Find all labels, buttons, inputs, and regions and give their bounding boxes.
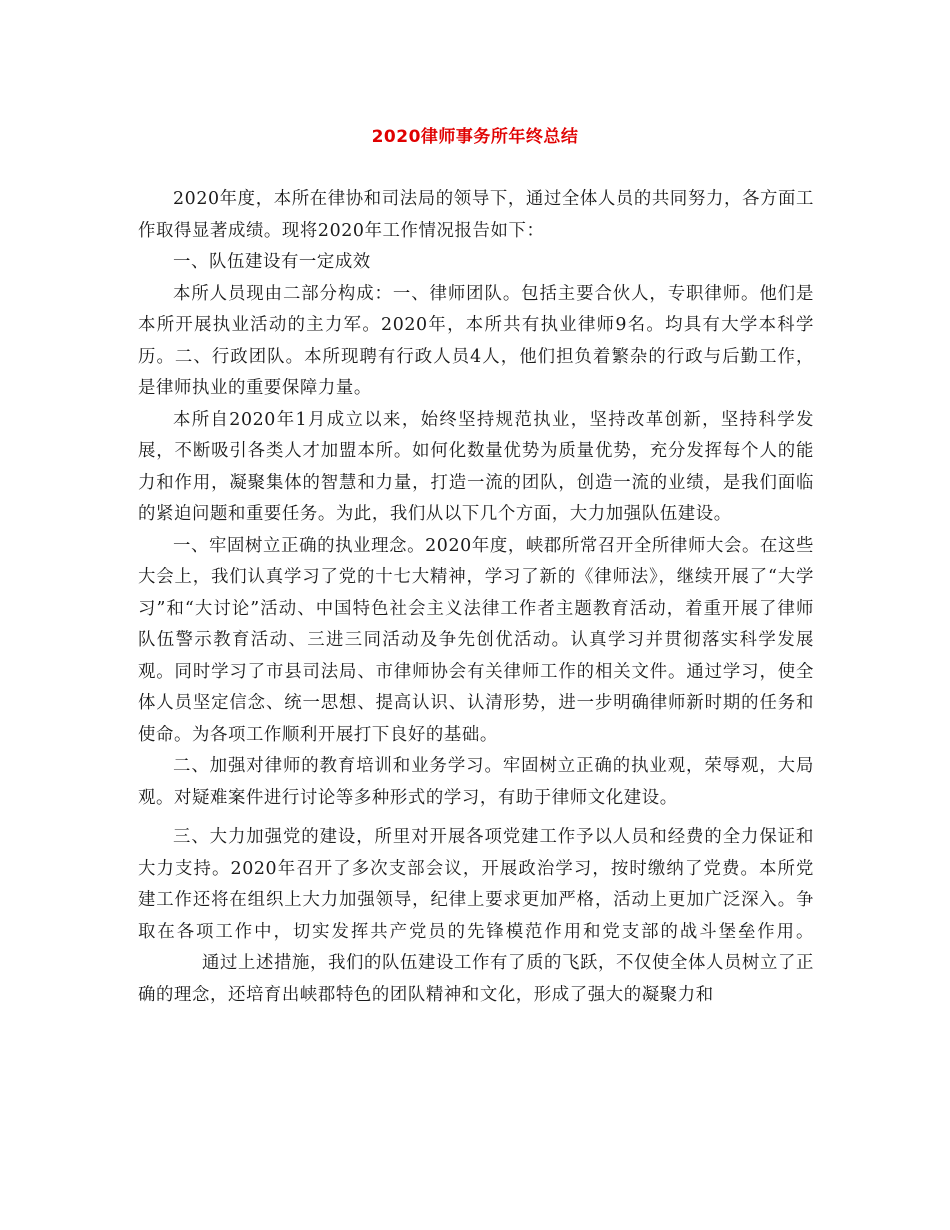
paragraph-party-building bbox=[138, 822, 814, 1011]
paragraph-intro: 2020年度，本所在律协和司法局的领导下，通过全体人员的共同努力，各方面工作取得显著成绩。现将2020年工作情况报告如下： bbox=[138, 189, 814, 241]
document-title: 2020律师事务所年终总结 bbox=[371, 127, 579, 147]
paragraph-training: 二、加强对律师的教育培训和业务学习。牢固树立正确的执业观，荣辱观，大局观。对疑难案件进行讨论等多种形式的学习，有助于律师文化建设。 bbox=[138, 756, 814, 808]
document-body bbox=[138, 184, 814, 1011]
paragraph-team-building: 本所自2020年1月成立以来，始终坚持规范执业，坚持改革创新，坚持科学发展，不断吸引各类人才加盟本所。如何化数量优势为质量优势，充分发挥每个人的能力和作用，凝聚集体的智慧和力量，打造一流的团队，创造一流的业绩，是我们面临的紧迫问题和重要任务。为此，我们从以下几个方面，大力加强队伍建设。 bbox=[138, 409, 814, 524]
paragraph-party-building-text: 三、大力加强党的建设，所里对开展各项党建工作予以人员和经费的全力保证和大力支持。2020年召开了多次支部会议，开展政治学习，按时缴纳了党费。本所党建工作还将在组织上大力加强领导，纪律上要求更加严格，活动上更加广泛深入。争取在各项工作中，切实发挥共产党员的先锋模范作用和党支部的战斗堡垒作用。 bbox=[138, 827, 814, 942]
paragraph-results-text: 通过上述措施，我们的队伍建设工作有了质的飞跃，不仅使全体人员树立了正确的理念，还培育出峡郡特色的团队精神和文化，形成了强大的凝聚力和 bbox=[138, 953, 814, 1005]
paragraph-section-heading: 一、队伍建设有一定成效 bbox=[173, 252, 371, 272]
paragraph-practice-philosophy: 一、牢固树立正确的执业理念。2020年度，峡郡所常召开全所律师大会。在这些大会上，我们认真学习了党的十七大精神，学习了新的《律师法》，继续开展了“大学习”和“大讨论”活动、中国特色社会主义法律工作者主题教育活动，着重开展了律师队伍警示教育活动、三进三同活动及争先创优活动。认真学习并贯彻落实科学发展观。同时学习了市县司法局、市律师协会有关律师工作的相关文件。通过学习，使全体人员坚定信念、统一思想、提高认识、认清形势，进一步明确律师新时期的任务和使命。为各项工作顺利开展打下良好的基础。 bbox=[138, 535, 814, 745]
paragraph-staff-composition: 本所人员现由二部分构成：一、律师团队。包括主要合伙人，专职律师。他们是本所开展执业活动的主力军。2020年，本所共有执业律师9名。均具有大学本科学历。二、行政团队。本所现聘有行政人员4人，他们担负着繁杂的行政与后勤工作，是律师执业的重要保障力量。 bbox=[138, 283, 814, 398]
